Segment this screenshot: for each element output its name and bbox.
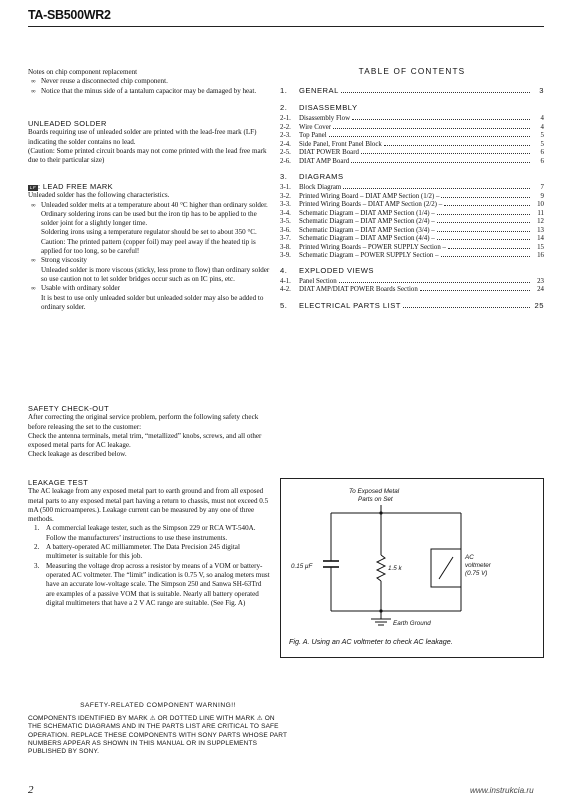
leadfree-bullet: ∞ Strong viscosity — [28, 256, 270, 265]
toc-section: 5. ELECTRICAL PARTS LIST 25 — [280, 300, 544, 310]
warning-body: COMPONENTS IDENTIFIED BY MARK ⚠ OR DOTTED LINE WITH MARK ⚠ ON THE SCHEMATIC DIAGRAMS AND IN THE PARTS LIST ARE CRITICAL TO SAFE OPERATION. REPLACE THESE COMPONENTS WITH SONY PARTS WHOSE PART NUMBERS APPEAR AS SHOWN IN THIS MANUAL OR IN SUPPLEMENTS PUBLISHED BY SONY. — [28, 715, 287, 756]
toc-leader — [437, 234, 530, 240]
toc-entry: 2-3. Top Panel 5 — [280, 132, 544, 139]
safety-body: Check leakage as described below. — [28, 450, 127, 459]
toc-spacer — [280, 294, 544, 301]
leadfree-title: : LEAD FREE MARK — [38, 182, 113, 191]
leakage-item: 1. A commercial leakage tester, such as the Simpson 229 or RCA WT-540A. Follow the manufacturers’ instructions to use these instruments. — [34, 524, 256, 542]
toc-leader — [384, 140, 530, 146]
header-rule — [28, 26, 544, 27]
toc-entry: 4-1. Panel Section 23 — [280, 277, 544, 285]
toc-leader — [339, 277, 530, 283]
toc-leader — [403, 302, 530, 308]
junction-dot — [379, 511, 382, 514]
toc-entry: 3-2. Printed Wiring Board – DIAT AMP Section (1/2) – 9 — [280, 192, 544, 200]
page-number: 2 — [28, 784, 34, 796]
voltmeter-needle — [439, 557, 453, 579]
toc-section: 3. DIAGRAMS — [280, 172, 344, 181]
toc-leader — [343, 183, 530, 189]
toc-entry: 3-5. Schematic Diagram – DIAT AMP Section (2/4) – 12 — [280, 218, 544, 225]
resistor-zigzag — [377, 555, 385, 581]
leadfree-text: It is best to use only unleaded solder but unleaded solder may also be added to ordinary solder. — [41, 293, 264, 311]
safety-body: Check the antenna terminals, metal trim, “metallized” knobs, screws, and all other exposed metal parts for AC leakage. — [28, 431, 262, 450]
safety-title: SAFETY CHECK-OUT — [28, 404, 109, 413]
toc-leader — [333, 123, 530, 129]
leakage-title: LEAKAGE TEST — [28, 478, 89, 487]
notes-item: ∞ Never reuse a disconnected chip component. — [28, 77, 270, 86]
safety-section — [28, 404, 270, 460]
leakage-item: 3. Measuring the voltage drop across a resistor by means of a VOM or battery-operated AC voltmeter. The “limit” indication is 0.75 V, so analog meters must have an accurate low-voltage scale. The Simpson 250 and Sanwa SH-63Trd are examples of a passive VOM that is suitable. Nearly all battery operated digital multimeters that have a 2 V AC range are suitable. (See Fig. A) — [34, 561, 270, 607]
toc-entry: 3-1. Block Diagram 7 — [280, 184, 544, 191]
label-capacitor: 0.15 μF — [291, 563, 313, 570]
toc-entry: 3-3. Printed Wiring Boards – DIAT AMP Section (2/2) – 10 — [280, 201, 544, 208]
toc-leader — [329, 131, 530, 137]
leadfree-text: Unleaded solder is more viscous (sticky, less prone to flow) than ordinary solder so use caution not to let solder bridges occur such as on IC pins, etc. — [41, 265, 270, 283]
notes-item: ∞ Notice that the minus side of a tantalum capacitor may be damaged by heat. — [28, 87, 270, 96]
safety-body: After correcting the original service problem, perform the following safety check before releasing the set to the customer: — [28, 413, 259, 431]
junction-dot — [379, 609, 382, 612]
toc-section: 1. GENERAL 3 — [280, 86, 544, 95]
toc-leader — [444, 200, 530, 206]
toc-spacer — [280, 165, 544, 172]
toc-section: 4. EXPLODED VIEWS — [280, 265, 374, 275]
watermark: www.instrukcia.ru — [470, 786, 534, 795]
toc-leader — [341, 87, 530, 93]
toc-entry: 3-4. Schematic Diagram – DIAT AMP Section (1/4) – 11 — [280, 209, 544, 217]
leadfree-bullet: ∞ Unleaded solder melts at a temperature about 40 °C higher than ordinary solder. — [28, 201, 270, 210]
toc-entry: 3-8. Printed Wiring Boards – POWER SUPPLY Section – 15 — [280, 243, 544, 251]
leadfree-text: Soldering irons using a temperature regulator should be set to about 350 °C. — [41, 228, 257, 237]
leadfree-caution: Caution: The printed pattern (copper foil) may peel away if the heated tip is applied for too long, so be careful! — [41, 237, 256, 256]
chip-notes — [28, 68, 270, 96]
label-ground: Earth Ground — [393, 620, 431, 627]
figure-caption: Fig. A. Using an AC voltmeter to check AC leakage. — [289, 637, 453, 646]
toc-entry: 4-2. DIAT AMP/DIAT POWER Boards Section 24 — [280, 286, 544, 293]
leadfree-bullet: ∞ Usable with ordinary solder — [28, 284, 270, 293]
table-of-contents — [280, 86, 544, 312]
toc-entry: 3-7. Schematic Diagram – DIAT AMP Section (4/4) – 14 — [280, 235, 544, 242]
toc-leader — [352, 114, 530, 120]
unleaded-section — [28, 119, 270, 165]
leakage-body: The AC leakage from any exposed metal part to earth ground and from all exposed metal parts to any exposed metal part having a return to chassis, must not exceed 0.5 mA (500 microamperes.). Leakage current can be measured by any one of three methods. — [28, 487, 269, 524]
toc-leader — [361, 148, 530, 154]
figure-a — [280, 478, 544, 658]
leakage-section — [28, 478, 270, 608]
leakage-item: 2. A battery-operated AC milliammeter. The Data Precision 245 digital multimeter is suitable for this job. — [34, 543, 240, 561]
label-voltmeter: (0.75 V) — [465, 570, 488, 577]
label-voltmeter: voltmeter — [465, 562, 491, 569]
warning-title: SAFETY-RELATED COMPONENT WARNING!! — [80, 702, 236, 709]
toc-entry: 3-9. Schematic Diagram – POWER SUPPLY Section – 16 — [280, 252, 544, 259]
toc-leader — [441, 192, 530, 198]
toc-title: TABLE OF CONTENTS — [358, 67, 466, 76]
toc-leader — [420, 285, 530, 291]
toc-leader — [448, 243, 530, 249]
label-parts-on-set: Parts on Set — [358, 496, 393, 503]
leadfree-section — [28, 182, 270, 312]
label-resistor: 1.5 k — [388, 565, 402, 572]
label-voltmeter: AC — [465, 554, 474, 561]
toc-entry: 2-2. Wire Cover 4 — [280, 123, 544, 131]
leakage-circuit-diagram — [281, 479, 543, 657]
toc-leader — [441, 251, 530, 257]
toc-leader — [437, 209, 530, 215]
toc-section: 2. DISASSEMBLY — [280, 103, 358, 112]
unleaded-body: Boards requiring use of unleaded solder are printed with the lead-free mark (LF) indicating the solder contains no lead. — [28, 128, 257, 146]
toc-entry: 2-5. DIAT POWER Board 6 — [280, 149, 544, 156]
toc-entry: 2-1. Disassembly Flow 4 — [280, 115, 544, 122]
label-to-metal: To Exposed Metal — [349, 488, 400, 495]
toc-entry: 2-4. Side Panel, Front Panel Block 5 — [280, 140, 544, 148]
unleaded-title: UNLEADED SOLDER — [28, 119, 107, 128]
lead-free-mark-icon: LF — [29, 185, 37, 190]
toc-entry: 3-6. Schematic Diagram – DIAT AMP Section (3/4) – 13 — [280, 226, 544, 234]
unleaded-caution: (Caution: Some printed circuit boards may not come printed with the lead free mark due to their particular size) — [28, 146, 267, 165]
toc-leader — [437, 226, 530, 232]
toc-leader — [351, 157, 530, 163]
model-number: TA-SB500WR2 — [28, 8, 111, 22]
notes-title: Notes on chip component replacement — [28, 68, 138, 76]
leadfree-intro: Unleaded solder has the following characteristics. — [28, 191, 170, 200]
leadfree-text: Ordinary soldering irons can be used but the iron tip has to be applied to the solder joint for a slightly longer time. — [41, 209, 257, 228]
toc-leader — [437, 217, 530, 223]
toc-entry: 2-6. DIAT AMP Board 6 — [280, 157, 544, 165]
